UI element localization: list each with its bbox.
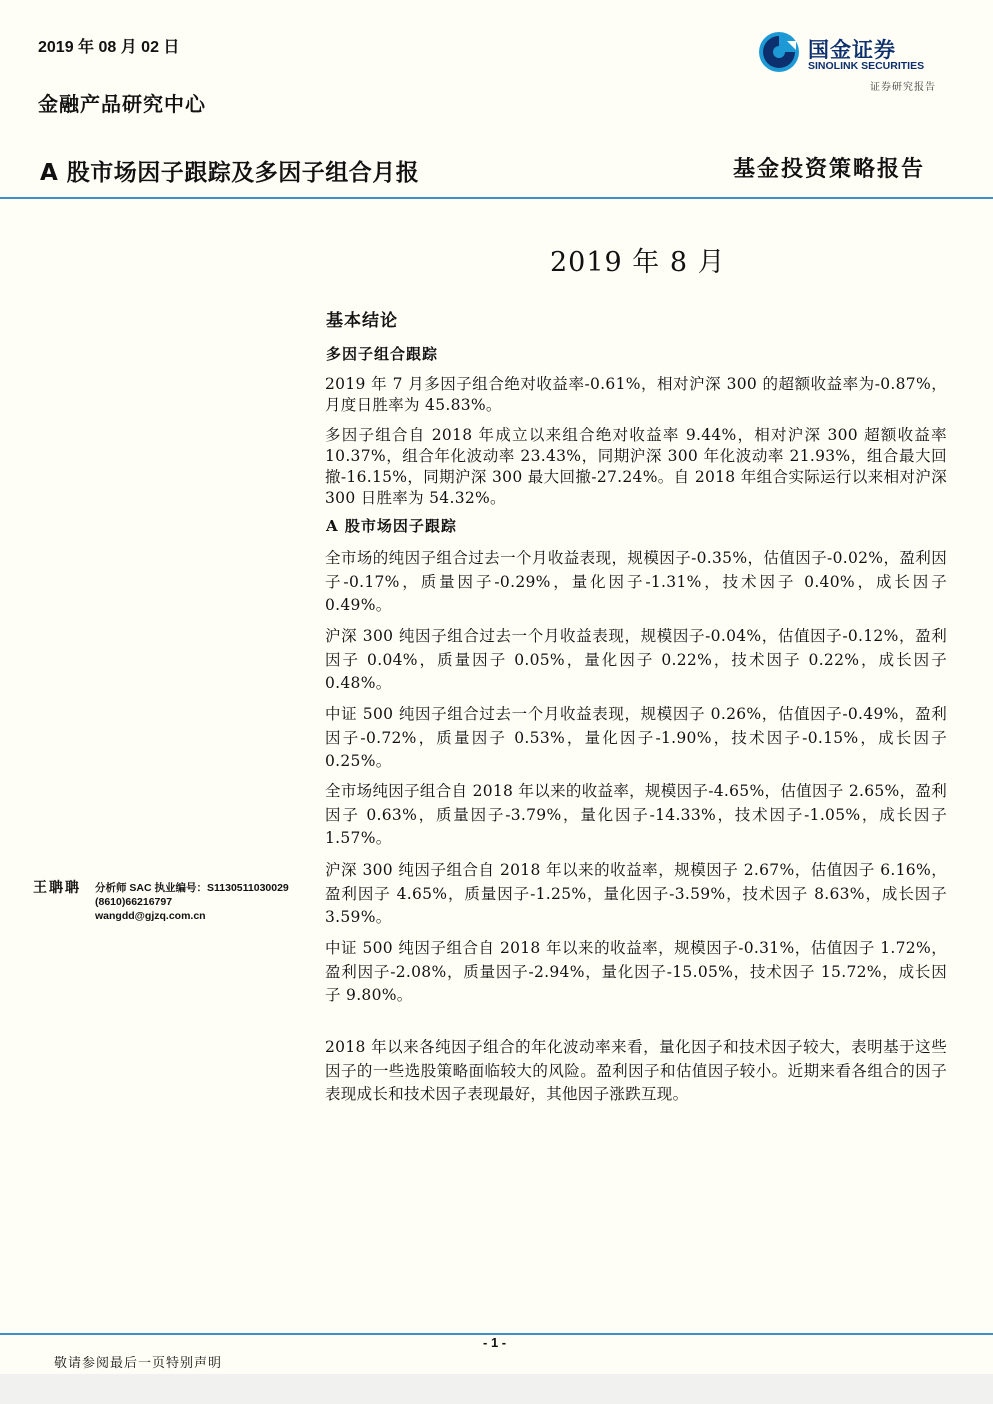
body-paragraph: 中证 500 纯因子组合过去一个月收益表现，规模因子 0.26%，估值因子-0.49%，盈利因子-0.72%，质量因子 0.53%，量化因子-1.90%，技术因子-0.15%，成长因子 0.25%。 <box>325 705 947 770</box>
footer-disclaimer: 敬请参阅最后一页特别声明 <box>54 1356 223 1371</box>
body-paragraph: 2019 年 7 月多因子组合绝对收益率-0.61%，相对沪深 300 的超额收益率为-0.87%，月度日胜率为 45.83%。 <box>325 375 947 414</box>
subsection-heading: A 股市场因子跟踪 <box>326 517 457 535</box>
author-contact <box>95 881 289 923</box>
body-paragraph: 全市场的纯因子组合过去一个月收益表现，规模因子-0.35%，估值因子-0.02%，盈利因子-0.17%，质量因子-0.29%，量化因子-1.31%，技术因子 0.40%，成长因子 0.49%。 <box>325 549 947 614</box>
body-paragraph: 沪深 300 纯因子组合过去一个月收益表现，规模因子-0.04%，估值因子-0.12%，盈利因子 0.04%，质量因子 0.05%，量化因子 0.22%，技术因子 0.22%，成长因子 0.48%。 <box>325 627 947 692</box>
author-email[interactable]: wangdd@gjzq.com.cn <box>95 910 206 922</box>
report-month: 2019 年 8 月 <box>550 247 726 278</box>
author-name: 王聃聃 <box>33 880 81 896</box>
body-paragraph: 多因子组合自 2018 年成立以来组合绝对收益率 9.44%，相对沪深 300 超额收益率 10.37%，组合年化波动率 23.43%，同期沪深 300 年化波动率 21.93%，组合最大回撤-16.15%，同期沪深 300 最大回撤-27.24%。自 2018 年组合实际运行以来相对沪深 300 日胜率为 54.32%。 <box>325 426 947 507</box>
report-title: A 股市场因子跟踪及多因子组合月报 <box>40 160 420 186</box>
body-paragraph: 中证 500 纯因子组合自 2018 年以来的收益率，规模因子-0.31%，估值因子 1.72%，盈利因子-2.08%，质量因子-2.94%，量化因子-15.05%，技术因子 15.72%，成长因子 9.80%。 <box>325 939 947 1004</box>
page-number: - 1 - <box>483 1335 507 1350</box>
body-paragraph: 沪深 300 纯因子组合自 2018 年以来的收益率，规模因子 2.67%，估值因子 6.16%，盈利因子 4.65%，质量因子-1.25%，量化因子-3.59%，技术因子 8.63%，成长因子 3.59%。 <box>325 861 947 926</box>
logo-english-name: SINOLINK SECURITIES <box>808 60 925 72</box>
page-bottom-band <box>0 1374 993 1404</box>
section-title: 基本结论 <box>326 311 398 331</box>
header-divider <box>0 197 993 199</box>
subsection-heading: 多因子组合跟踪 <box>326 345 439 363</box>
body-paragraph: 全市场纯因子组合自 2018 年以来的收益率，规模因子-4.65%，估值因子 2.65%，盈利因子 0.63%，质量因子-3.79%，量化因子-14.33%，技术因子-1.05%，成长因子 1.57%。 <box>325 782 947 847</box>
conclusion-paragraph: 2018 年以来各纯因子组合的年化波动率来看，量化因子和技术因子较大，表明基于这些因子的一些选股策略面临较大的风险。盈利因子和估值因子较小。近期来看各组合的因子表现成长和技术因子表现最好，其他因子涨跌互现。 <box>325 1038 947 1103</box>
logo-subtitle: 证券研究报告 <box>870 82 936 93</box>
author-license: 分析师 SAC 执业编号：S1130511030029 <box>95 882 289 894</box>
report-type: 基金投资策略报告 <box>733 156 926 182</box>
research-center-name: 金融产品研究中心 <box>38 92 206 116</box>
author-phone: (8610)66216797 <box>95 896 173 908</box>
report-date: 2019 年 08 月 02 日 <box>38 39 180 56</box>
logo-chinese-name: 国金证券 <box>808 38 896 62</box>
